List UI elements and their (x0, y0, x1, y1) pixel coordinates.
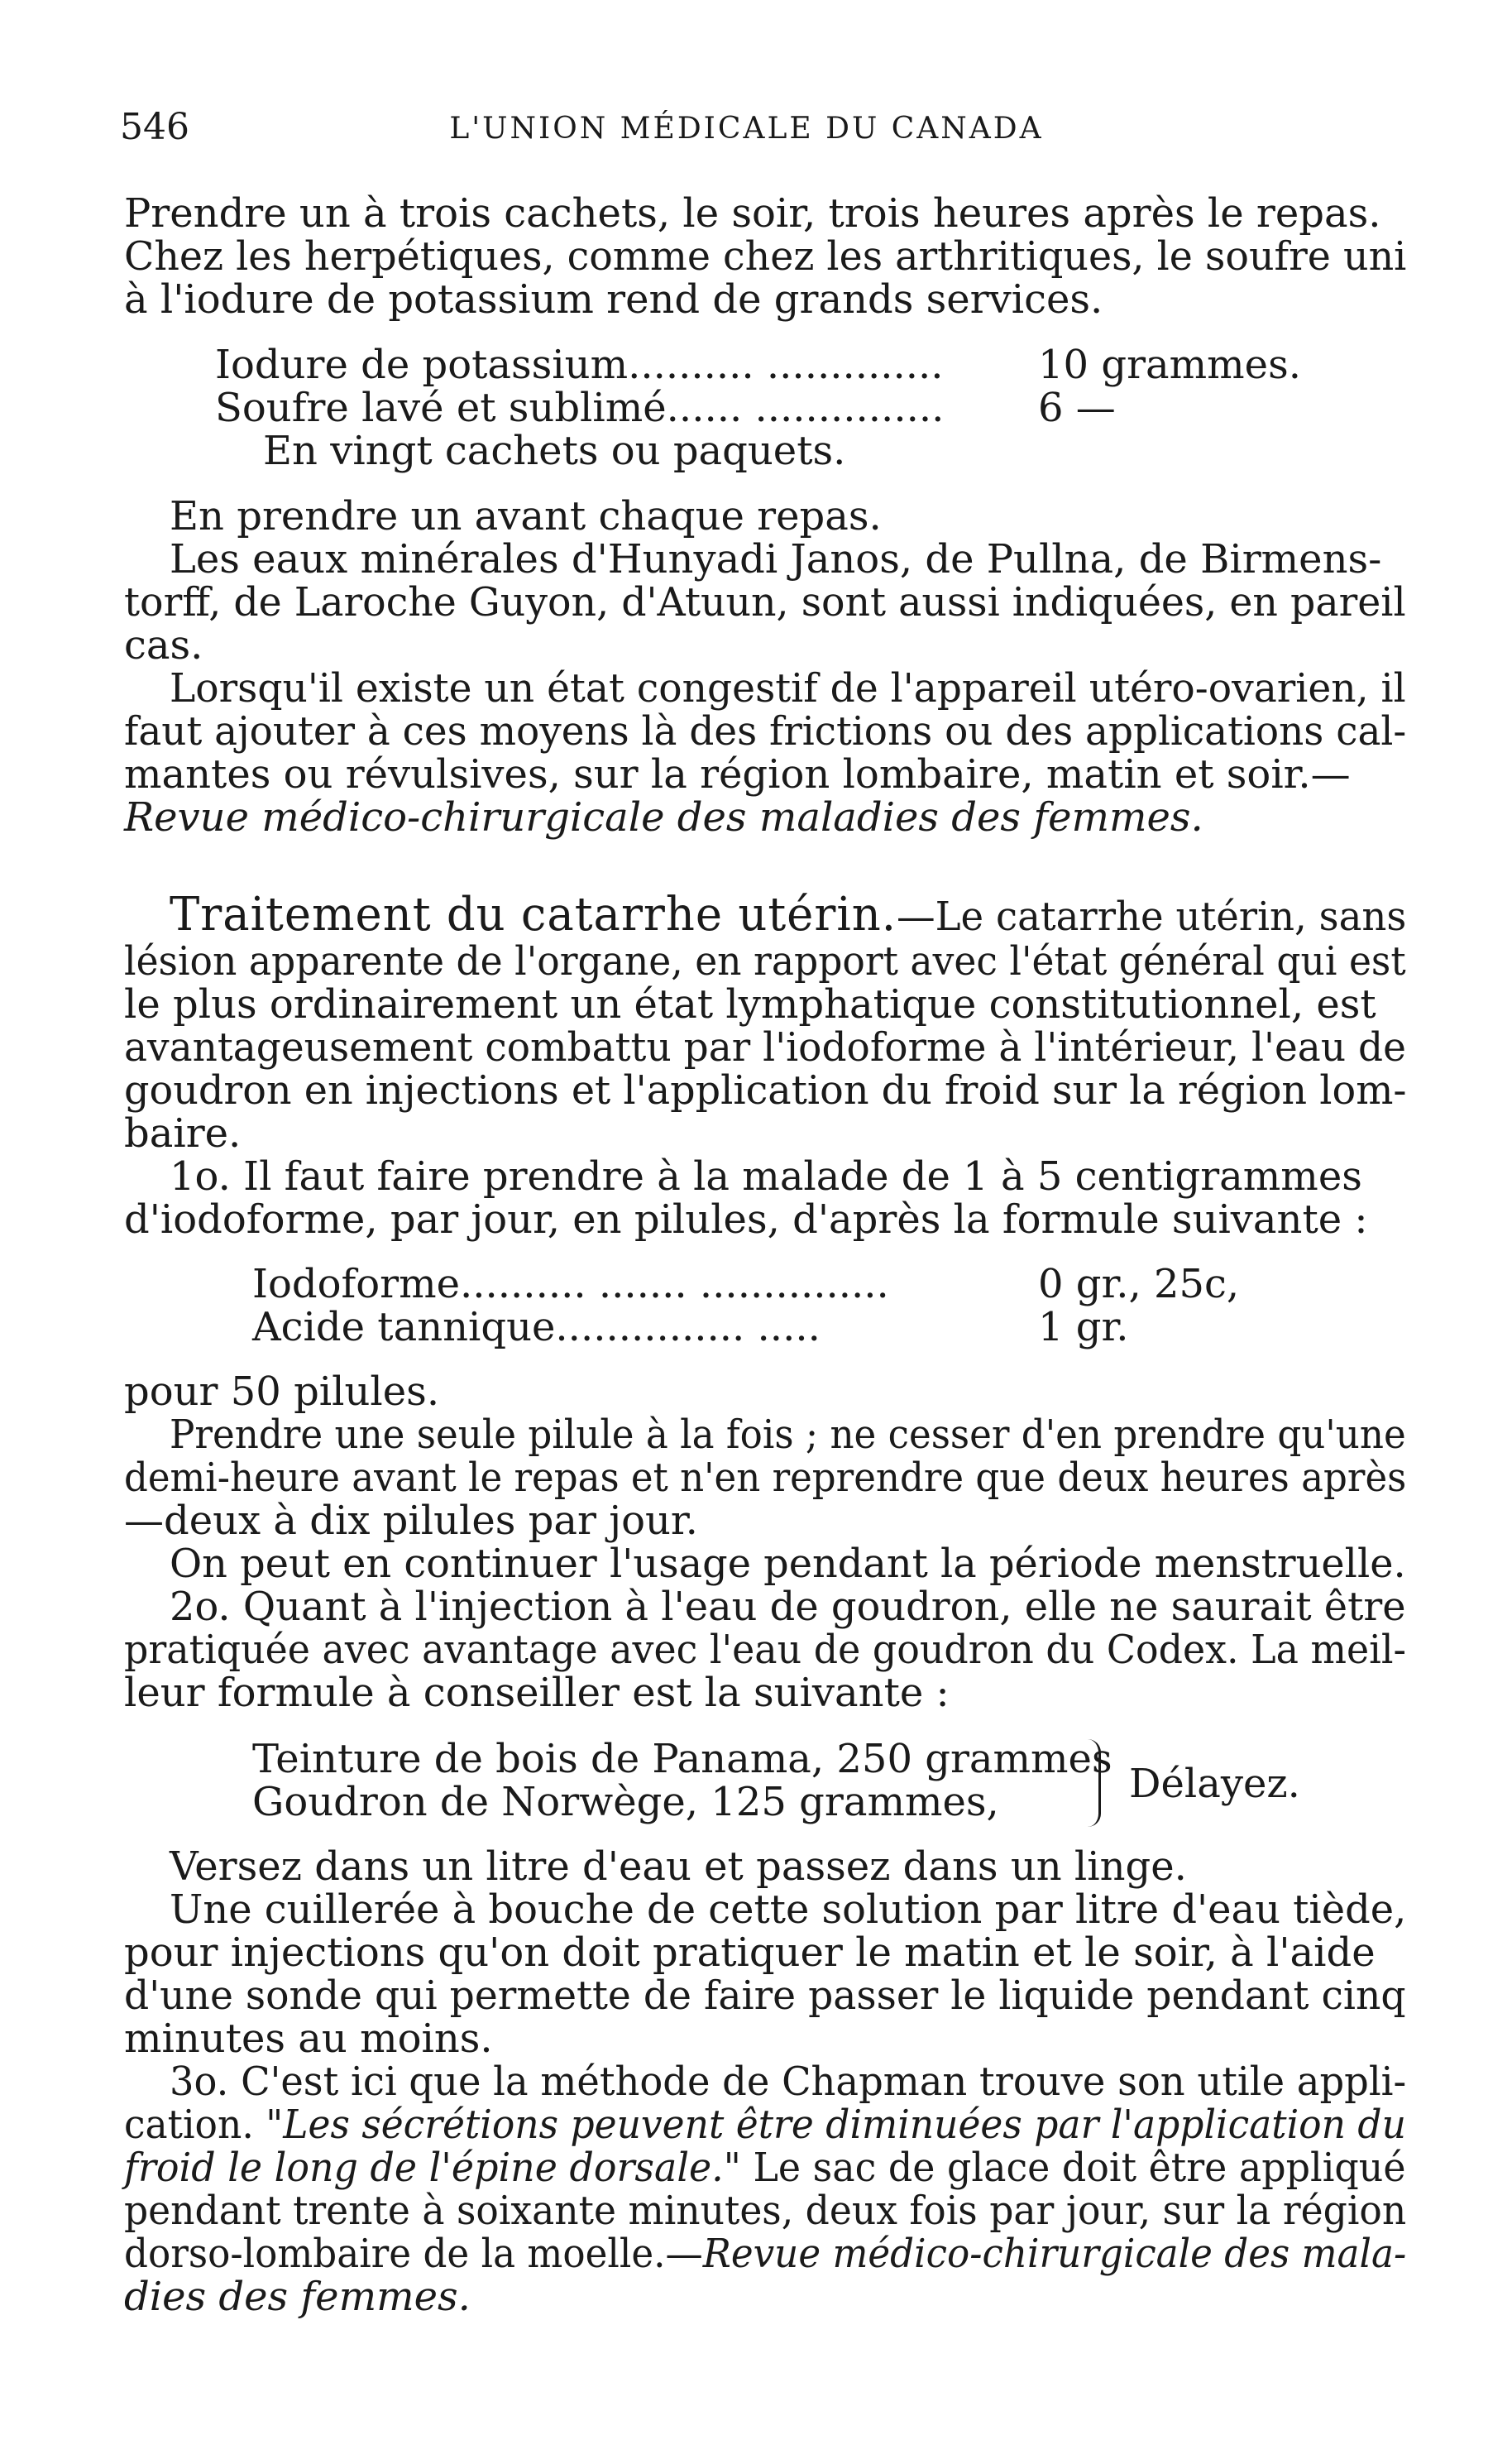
formula-row (215, 343, 944, 386)
paragraph-line: demi-heure avant le repas et n'en reprendre que deux heures après (124, 1455, 1407, 1501)
paragraph-text: " Le sac de glace doit être appliqué (723, 2145, 1406, 2191)
paragraph-line (124, 2232, 1406, 2275)
paragraph-line: baire. (124, 1110, 242, 1157)
paragraph-line: Lorsqu'il existe un état congestif de l'appareil utéro-ovarien, il (170, 665, 1406, 712)
paragraph-line: le plus ordinairement un état lymphatique constitutionnel, est (124, 981, 1376, 1028)
formula-row (252, 1263, 889, 1306)
quoted-text: froid le long de l'épine dorsale. (124, 2145, 724, 2191)
formula-row (252, 1306, 821, 1349)
formula-note: pour 50 pilules. (124, 1369, 440, 1415)
paragraph-line: faut ajouter à ces moyens là des frictions ou des applications cal- (124, 708, 1407, 755)
paragraph-line: 1o. Il faut faire prendre à la malade de 1 à 5 centigrammes (170, 1153, 1362, 1200)
formula-quantity: 0 gr., 25c, (1038, 1261, 1240, 1307)
paragraph-text: cation. " (124, 2102, 284, 2148)
formula-ingredient: Iodoforme (252, 1261, 461, 1307)
paragraph-line: pour injections qu'on doit pratiquer le matin et le soir, à l'aide (124, 1929, 1376, 1976)
paragraph-line: d'une sonde qui permette de faire passer le liquide pendant cinq (124, 1972, 1406, 2019)
paragraph-line: Les eaux minérales d'Hunyadi Janos, de Pullna, de Birmens- (170, 536, 1382, 582)
paragraph-line: 3o. C'est ici que la méthode de Chapman trouve son utile appli- (170, 2059, 1407, 2105)
formula-row: Goudron de Norwège, 125 grammes, (252, 1779, 999, 1825)
formula-leader: .......... ....... ............... (460, 1261, 889, 1307)
paragraph-line: On peut en continuer l'usage pendant la période menstruelle. (170, 1541, 1406, 1587)
paragraph-line: Prendre un à trois cachets, le soir, trois heures après le repas. (124, 190, 1381, 237)
paragraph-line: avantageusement combattu par l'iodoforme à l'intérieur, l'eau de (124, 1024, 1406, 1071)
paragraph-line: Chez les herpétiques, comme chez les arthritiques, le soufre uni (124, 233, 1407, 280)
formula-leader: ...... ............... (666, 385, 945, 431)
page-header (120, 106, 1373, 152)
paragraph-line: En prendre un avant chaque repas. (170, 493, 882, 539)
formula-note: En vingt cachets ou paquets. (263, 428, 846, 474)
formula-row: Teinture de bois de Panama, 250 grammes (252, 1736, 1112, 1782)
formula-quantity: 6 — (1038, 385, 1116, 431)
paragraph-line: minutes au moins. (124, 2016, 493, 2062)
quoted-text: Les sécrétions peuvent être diminuées par l'application du (283, 2102, 1406, 2148)
paragraph-line: mantes ou révulsives, sur la région lombaire, matin et soir.— (124, 751, 1351, 798)
section-title: Traitement du catarrhe utérin. (170, 888, 897, 942)
paragraph-line: pratiquée avec avantage avec l'eau de goudron du Codex. La meil- (124, 1627, 1406, 1673)
paragraph-line: à l'iodure de potassium rend de grands services. (124, 276, 1103, 323)
formula-row (215, 386, 944, 429)
paragraph-line: torff, de Laroche Guyon, d'Atuun, sont aussi indiquées, en pareil (124, 579, 1406, 626)
paragraph-line: goudron en injections et l'application du froid sur la région lom- (124, 1067, 1407, 1114)
paragraph-line: Une cuillerée à bouche de cette solution par litre d'eau tiède, (170, 1886, 1407, 1933)
page-number: 546 (120, 106, 189, 148)
source-citation: Revue médico-chirurgicale des maladies des femmes. (124, 794, 1203, 841)
formula-quantity: 1 gr. (1038, 1304, 1129, 1350)
running-head: L'UNION MÉDICALE DU CANADA (449, 112, 1044, 146)
formula-ingredient: Acide tannique (252, 1304, 556, 1350)
paragraph-line: —deux à dix pilules par jour. (124, 1498, 698, 1544)
brace-icon (1084, 1739, 1117, 1830)
formula-action: Délayez. (1129, 1761, 1300, 1807)
formula-quantity: 10 grammes. (1038, 342, 1301, 388)
section-heading-line (170, 888, 1407, 942)
paragraph-line (124, 2146, 1406, 2189)
formula-ingredient: Soufre lavé et sublimé (215, 385, 667, 431)
formula-ingredient: Iodure de potassium (215, 342, 629, 388)
paragraph-line: leur formule à conseiller est la suivante : (124, 1670, 950, 1716)
source-citation: Revue médico-chirurgicale des mala- (702, 2231, 1407, 2277)
paragraph-line: Versez dans un litre d'eau et passez dans un linge. (170, 1843, 1187, 1890)
paragraph-line: pendant trente à soixante minutes, deux fois par jour, sur la région (124, 2188, 1407, 2234)
source-citation: dies des femmes. (124, 2274, 471, 2320)
paragraph-line: lésion apparente de l'organe, en rapport avec l'état général qui est (124, 938, 1406, 985)
formula-leader: .......... .............. (628, 342, 944, 388)
paragraph-line: cas. (124, 622, 203, 669)
formula-leader: ............... ..... (555, 1304, 821, 1350)
paragraph-line: d'iodoforme, par jour, en pilules, d'après la formule suivante : (124, 1196, 1368, 1243)
paragraph-line (124, 2103, 1406, 2146)
paragraph-text: dorso-lombaire de la moelle.— (124, 2231, 703, 2277)
paragraph-line: 2o. Quant à l'injection à l'eau de goudron, elle ne saurait être (170, 1584, 1406, 1630)
paragraph-text: —Le catarrhe utérin, sans (896, 894, 1407, 940)
paragraph-line: Prendre une seule pilule à la fois ; ne cesser d'en prendre qu'une (170, 1412, 1406, 1458)
